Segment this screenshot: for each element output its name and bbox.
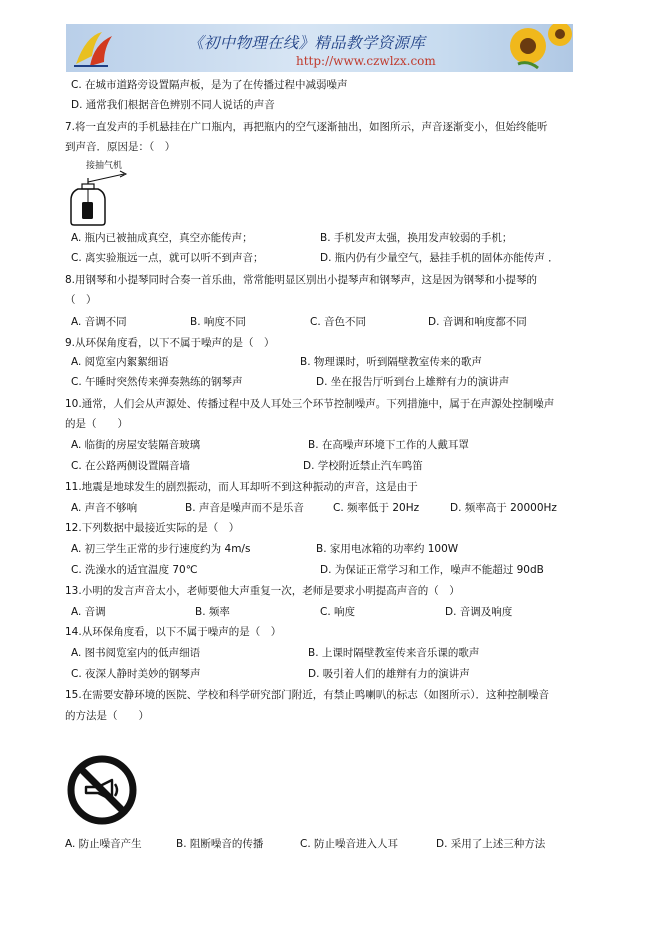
text-line: 到声音．原因是：（ ） [65,141,176,153]
question-14: 14.从环保角度看，以下不属于噪声的是（ ） [65,626,282,638]
question-12: 12.下列数据中最接近实际的是（ ） [65,522,240,534]
no-honking-sign-icon [66,754,138,826]
option-a: A. 防止噪音产生 [65,838,142,850]
question-7: 7.将一直发声的手机悬挂在广口瓶内，再把瓶内的空气逐渐抽出，如图所示，声音逐渐变小，但始终能听 [65,121,548,133]
option-b: B. 在高噪声环境下工作的人戴耳罩 [308,439,469,451]
option-d: D. 吸引着人们的雄辩有力的演讲声 [308,668,470,680]
option-a: A. 音调不同 [71,316,127,328]
option-c: C. 频率低于 20Hz [333,502,420,514]
option-a: A. 声音不够响 [71,502,138,514]
question-11: 11.地震是地球发生的剧烈振动，而人耳却听不到这种振动的声音，这是由于 [65,481,418,493]
option-b: B. 物理课时，听到隔壁教室传来的歌声 [300,356,482,368]
option-c: C. 音色不同 [310,316,367,328]
bell-jar-figure [66,158,142,228]
option-c: C. 午睡时突然传来弹奏熟练的钢琴声 [71,376,243,388]
sunflower-image [498,24,573,72]
option-a: A. 临街的房屋安装隔音玻璃 [71,439,201,451]
option-c: C. 防止噪音进入人耳 [300,838,399,850]
option-a: A. 初三学生正常的步行速度约为 4m/s [71,543,251,555]
question-8: 8.用钢琴和小提琴同时合奏一首乐曲，常常能明显区别出小提琴声和钢琴声，这是因为钢琴和小提琴的 [65,274,538,286]
option-d: D. 频率高于 20000Hz [450,502,557,514]
option-b: B. 家用电冰箱的功率约 100W [316,543,459,555]
option-d: D. 学校附近禁止汽车鸣笛 [303,460,423,472]
text-line: D. 通常我们根据音色辨别不同人说话的声音 [71,99,275,111]
logo-icon [68,26,138,70]
option-c: C. 离实验瓶远一点，就可以听不到声音； [71,252,264,264]
text-line: 的是（ ） [65,418,128,430]
question-13: 13.小明的发言声音太小，老师要他大声重复一次，老师是要求小明提高声音的（ ） [65,585,460,597]
question-9: 9.从环保角度看，以下不属于噪声的是（ ） [65,337,275,349]
question-10: 10.通常，人们会从声源处、传播过程中及人耳处三个环节控制噪声。下列措施中，属于在声源处控制噪声 [65,398,555,410]
option-a: A. 阅览室内絮絮细语 [71,356,169,368]
option-c: C. 洗澡水的适宜温度 70℃ [71,564,198,576]
option-a: A. 图书阅览室内的低声细语 [71,647,201,659]
bell-jar-icon [66,158,142,228]
question-15: 15.在需要安静环境的医院、学校和科学研究部门附近，有禁止鸣喇叭的标志（如图所示）．这种控制噪音 [65,689,549,701]
option-a: A. 瓶内已被抽成真空，真空亦能传声； [71,232,253,244]
option-d: D. 坐在报告厅听到台上雄辩有力的演讲声 [316,376,510,388]
option-b: B. 频率 [195,606,230,618]
text-line: 的方法是（ ） [65,710,149,722]
option-b: B. 声音是噪声而不是乐音 [185,502,304,514]
option-b: B. 响度不同 [190,316,246,328]
option-d: D. 瓶内仍有少量空气，悬挂手机的固体亦能传声 ． [320,252,559,264]
option-c: C. 在公路两侧设置隔音墙 [71,460,191,472]
text-line: （ ） [65,294,97,306]
option-d: D. 为保证正常学习和工作，噪声不能超过 90dB [320,564,544,576]
option-c: C. 响度 [320,606,356,618]
header-banner [66,24,573,72]
option-d: D. 音调和响度都不同 [428,316,527,328]
figure-label: 接抽气机 [86,161,123,171]
option-b: B. 手机发声太强，换用发声较弱的手机； [320,232,513,244]
banner-title: 《初中物理在线》精品教学资源库 [188,34,426,52]
option-c: C. 夜深人静时美妙的钢琴声 [71,668,201,680]
option-d: D. 音调及响度 [445,606,513,618]
option-a: A. 音调 [71,606,106,618]
banner-url: http://www.czwlzx.com [296,54,436,68]
option-b: B. 阻断噪音的传播 [176,838,264,850]
option-b: B. 上课时隔壁教室传来音乐课的歌声 [308,647,480,659]
text-line: C. 在城市道路旁设置隔声板，是为了在传播过程中减弱噪声 [71,79,348,91]
option-d: D. 采用了上述三种方法 [436,838,546,850]
